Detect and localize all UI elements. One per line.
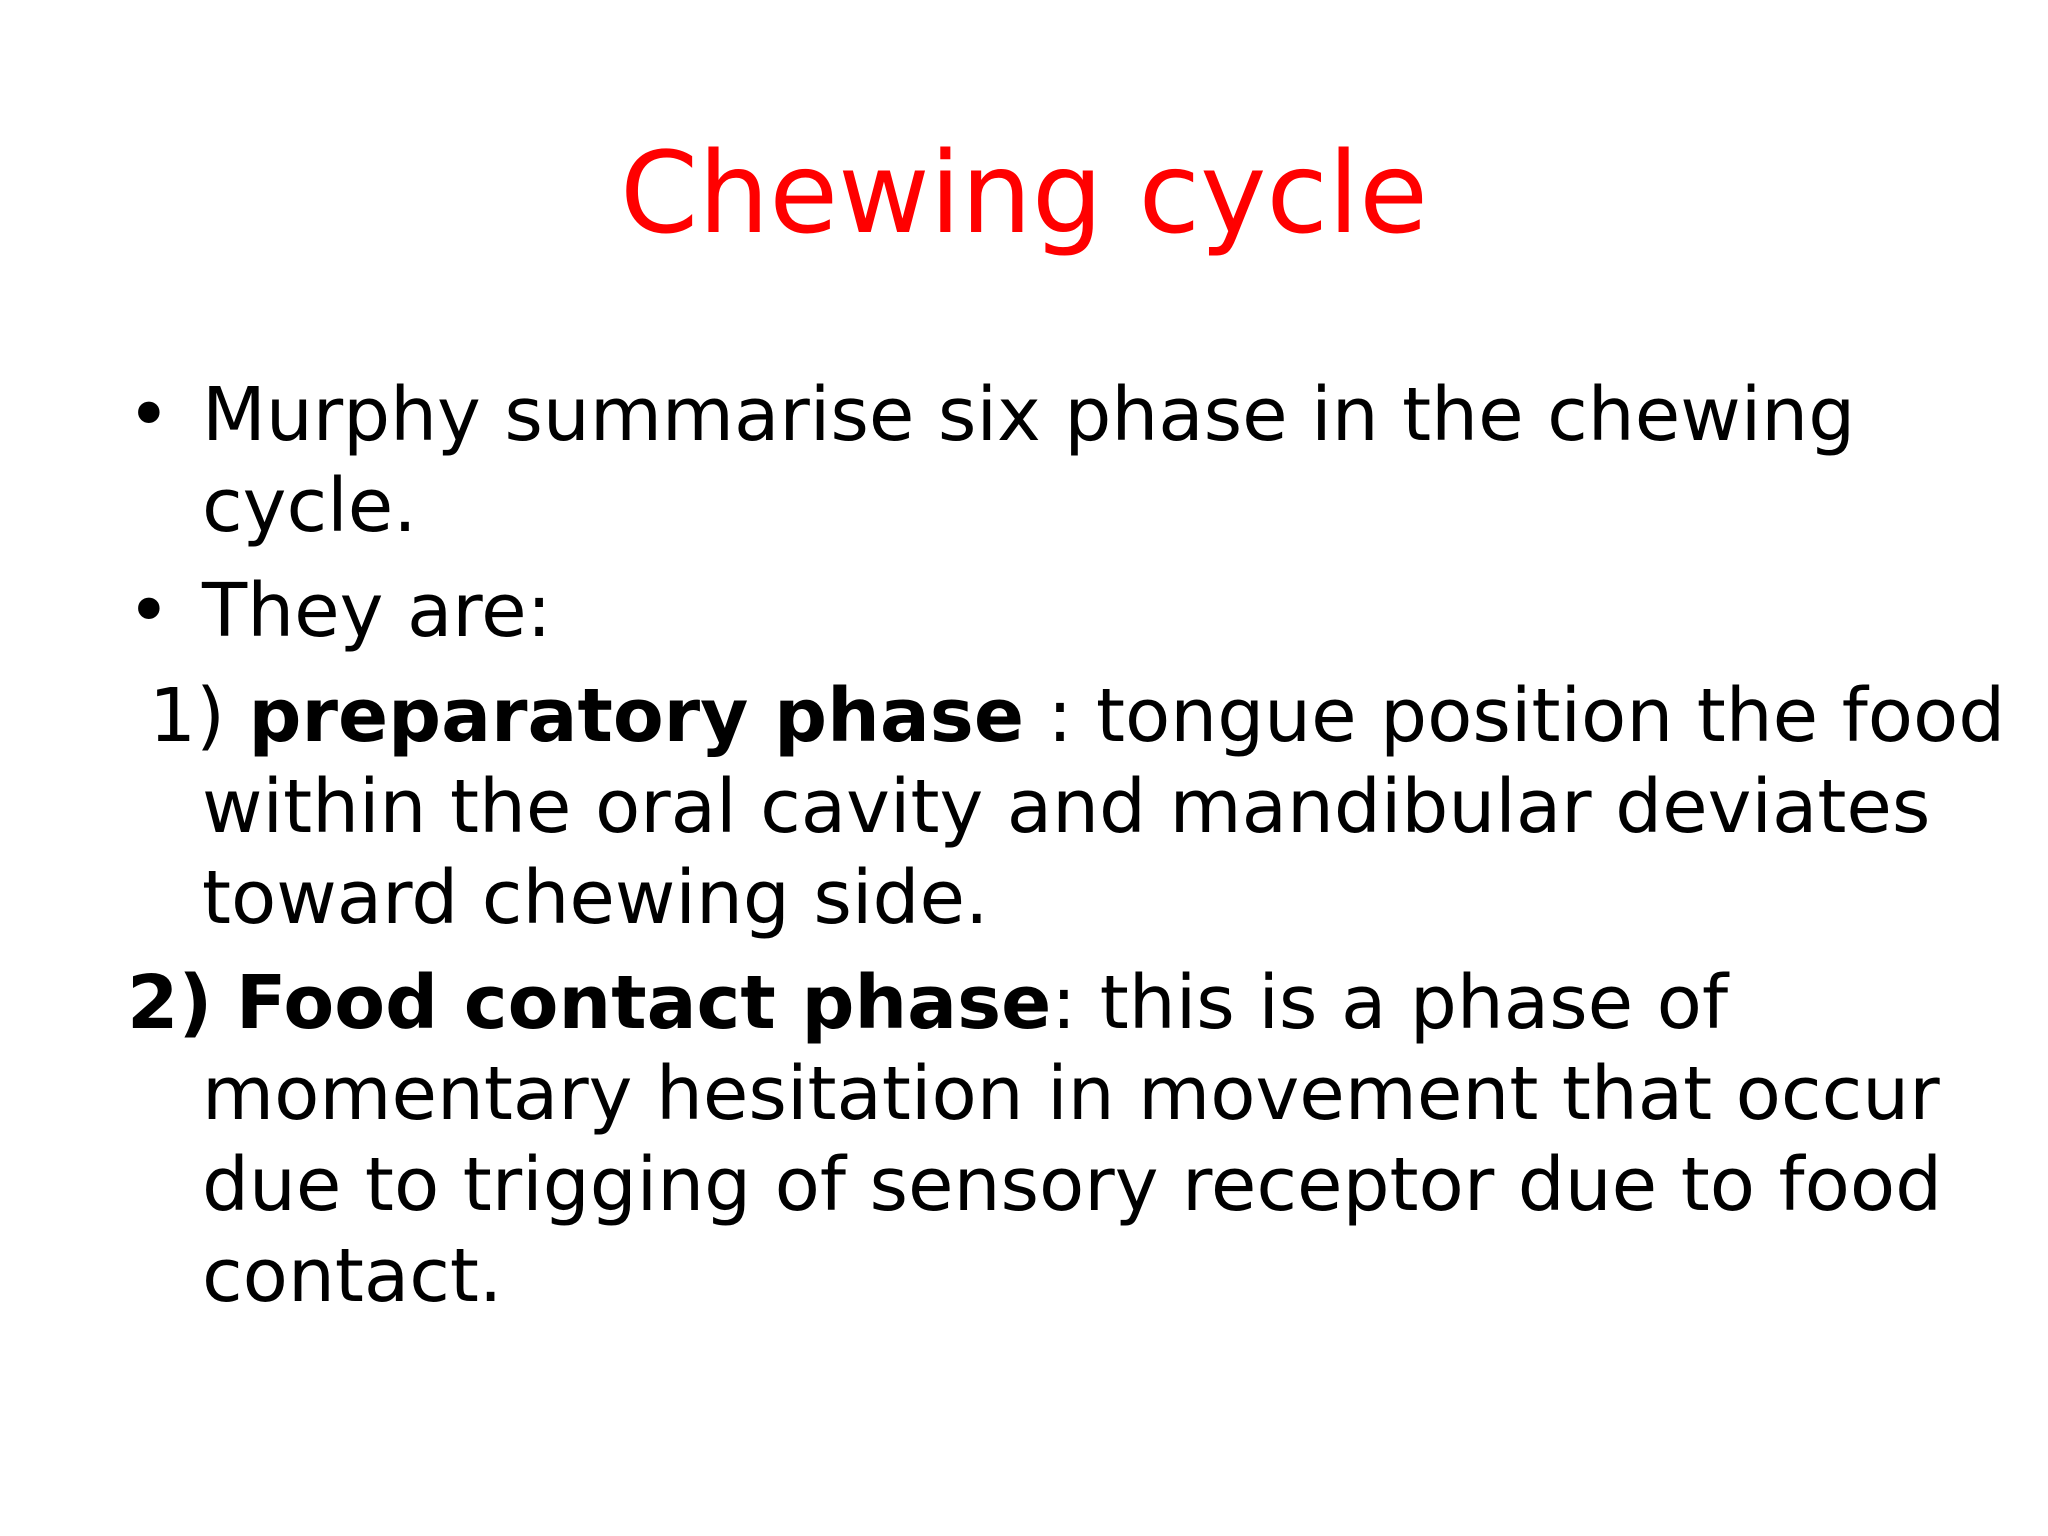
phase-item-food-contact	[127, 958, 1943, 1322]
phase-item-preparatory	[127, 671, 2006, 944]
phase-number: 2)	[127, 960, 213, 1046]
phase-first-line	[149, 671, 2006, 762]
bullet-text-line: Murphy summarise six phase in the chewing	[202, 372, 1856, 458]
bullet-item-they-are	[127, 566, 1927, 657]
phase-description-line: contact.	[202, 1233, 503, 1319]
phase-separator: :	[1051, 960, 1077, 1046]
phase-number: 1)	[149, 673, 225, 759]
bullet-text-line: cycle.	[202, 463, 417, 549]
phase-name: preparatory phase	[248, 673, 1025, 759]
phase-name: Food contact phase	[235, 960, 1052, 1046]
phase-description-line: momentary hesitation in movement that occur	[202, 1051, 1940, 1137]
bullet-marker: •	[127, 372, 171, 458]
bullet-marker: •	[127, 568, 171, 654]
phase-description-start: this is a phase of	[1076, 960, 1728, 1046]
bullet-text-line: They are:	[202, 568, 552, 654]
bullet-item-murphy	[127, 370, 1927, 552]
slide-body	[127, 370, 2006, 1336]
phase-first-line	[127, 958, 1927, 1049]
phase-description-line: within the oral cavity and mandibular deviates	[202, 764, 1931, 850]
phase-separator: :	[1024, 673, 1096, 759]
phase-description-line: toward chewing side.	[202, 855, 989, 941]
slide-title: Chewing cycle	[620, 129, 1428, 259]
phase-description-start: tongue position the food	[1096, 673, 2006, 759]
phase-description-line: due to trigging of sensory receptor due to food	[202, 1142, 1943, 1228]
